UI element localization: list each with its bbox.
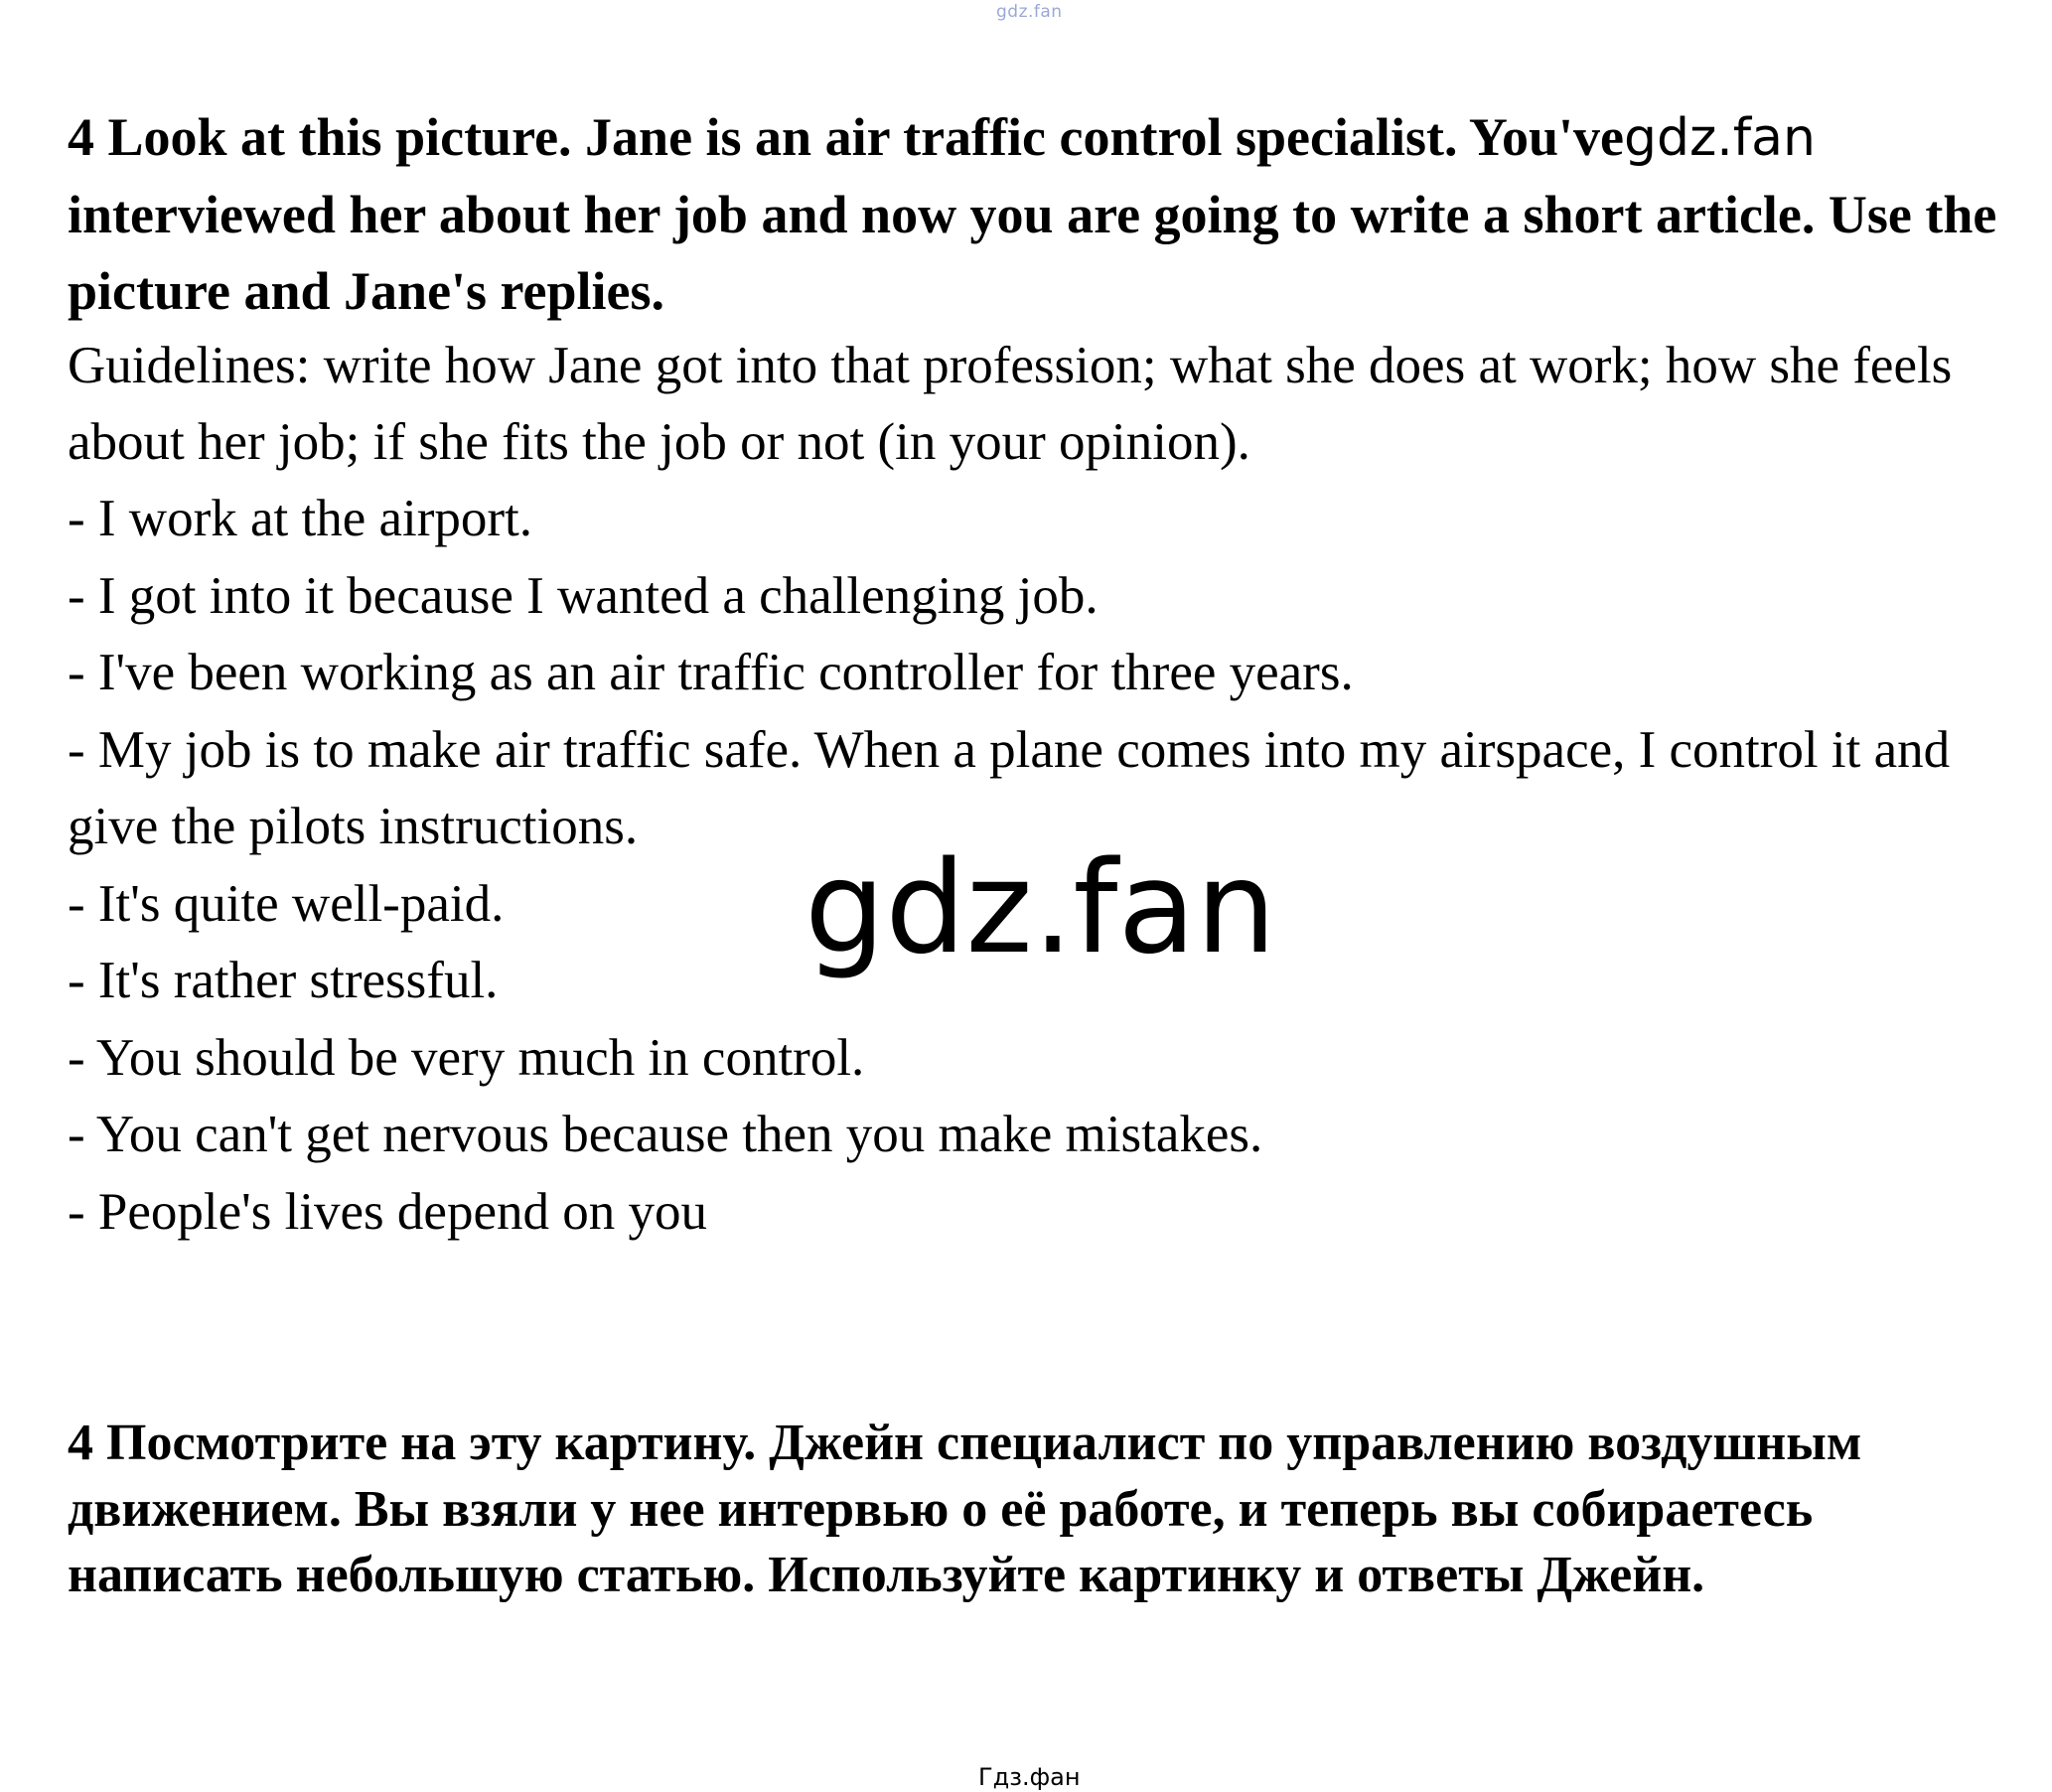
reply-item: - People's lives depend on you bbox=[68, 1182, 707, 1241]
task-heading bbox=[68, 99, 2014, 330]
reply-item: - It's quite well-paid. bbox=[68, 874, 505, 933]
task-text-before: 4 Look at this picture. Jane is an air traffic control specialist. You've bbox=[68, 107, 1624, 167]
task-text-after: interviewed her about her job and now you are going to write a short article. Use the picture and Jane's replies. bbox=[68, 185, 1997, 321]
reply-item: - You can't get nervous because then you make mistakes. bbox=[68, 1106, 1263, 1163]
bottom-watermark: Гдз.фан bbox=[978, 1763, 1081, 1791]
reply-item: - I work at the airport. bbox=[68, 490, 532, 547]
large-watermark: gdz.fan bbox=[805, 834, 1276, 982]
reply-item: - My job is to make air traffic safe. When a plane comes into my airspace, I control it and give the pilots instructions. bbox=[68, 720, 1951, 855]
russian-translation: 4 Посмотрите на эту картину. Джейн специалист по управлению воздушным движением. Вы взяли у нее интервью о её работе, и теперь вы собираетесь написать небольшую статью. Используйте картинку и ответы Джейн. bbox=[68, 1415, 1862, 1603]
guidelines-text: Guidelines: write how Jane got into that profession; what she does at work; how she feels about her job; if she fits the job or not (in your opinion). bbox=[68, 337, 1953, 471]
reply-item: - I've been working as an air traffic controller for three years. bbox=[68, 644, 1354, 701]
inline-watermark: gdz.fan bbox=[1623, 108, 1816, 168]
top-watermark: gdz.fan bbox=[996, 2, 1063, 22]
reply-item: - You should be very much in control. bbox=[68, 1028, 865, 1087]
reply-item: - It's rather stressful. bbox=[68, 952, 499, 1009]
reply-item: - I got into it because I wanted a challenging job. bbox=[68, 566, 1099, 625]
